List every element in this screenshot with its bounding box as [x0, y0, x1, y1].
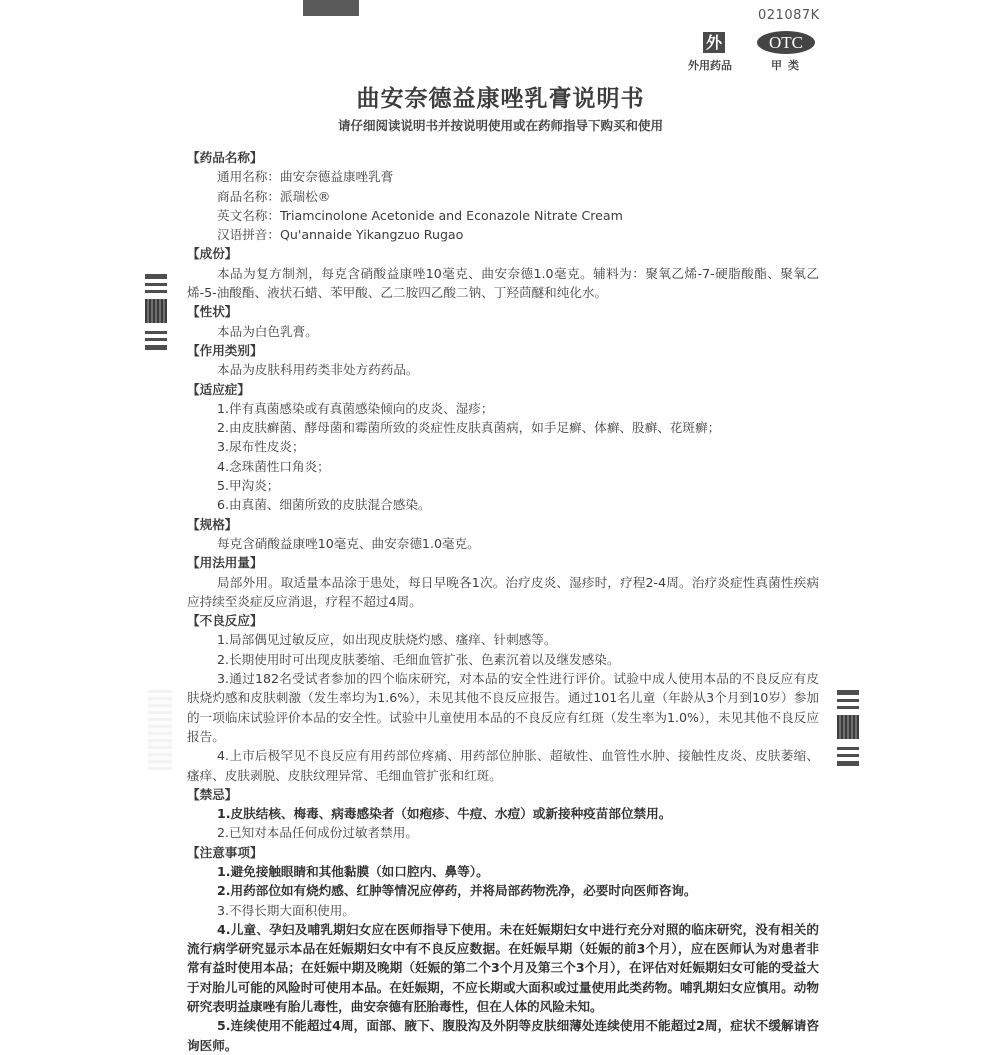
left-barcode-icon [145, 274, 167, 354]
list-item: 4.上市后极罕见不良反应有用药部位疼痛、用药部位肿胀、超敏性、血管性水肿、接触性皮炎、皮肤萎缩、瘙痒、皮肤剥脱、皮肤纹理异常、毛细血管扩张和红斑。 [187, 748, 819, 783]
section-text: 本品为复方制剂，每克含硝酸益康唑10毫克、曲安奈德1.0毫克。辅料为：聚氧乙烯-7-硬脂酸酯、聚氧乙烯-5-油酸酯、液状石蜡、苯甲酸、乙二胺四乙酸二钠、丁羟茴醚和纯化水。 [187, 265, 819, 301]
section-precautions [187, 843, 819, 1055]
scan-tab-block [303, 0, 359, 16]
section-drug-name [187, 148, 819, 244]
section-heading: 【不良反应】 [187, 613, 263, 629]
list-item: 1.伴有真菌感染或有真菌感染倾向的皮炎、湿疹； [217, 400, 494, 416]
document-code: 021087K [758, 8, 820, 23]
external-use-icon: 外 [703, 32, 725, 53]
section-specification [187, 515, 819, 554]
section-heading: 【注意事项】 [187, 844, 263, 860]
section-text: 本品为皮肤科用药类非处方药药品。 [217, 362, 419, 378]
section-contraindications [187, 785, 819, 843]
trade-name: 商品名称：派瑞松® [217, 188, 331, 204]
section-category [187, 341, 819, 380]
list-item: 2.已知对本品任何成份过敏者禁用。 [217, 825, 418, 841]
list-item: 2.长期使用时可出现皮肤萎缩、毛细血管扩张、色素沉着以及继发感染。 [217, 651, 620, 667]
section-heading: 【成份】 [187, 246, 238, 262]
list-item: 6.由真菌、细菌所致的皮肤混合感染。 [217, 497, 431, 513]
section-description [187, 302, 819, 341]
section-dosage [187, 553, 819, 611]
section-heading: 【药品名称】 [187, 150, 263, 165]
otc-class-label: 甲类 [771, 59, 805, 72]
list-item: 3.通过182名受试者参加的四个临床研究，对本品的安全性进行评价。试验中成人使用本品的不良反应有皮肤烧灼感和皮肤刺激（发生率均为1.6%），未见其他不良反应报告。通过101名儿童（年龄从3个月到10岁）参加的一项临床试验评价本品的安全性。试验中儿童使用本品的不良反应有红斑（发生率为1.0%），未见其他不良反应报告。 [187, 671, 819, 744]
list-item: 1.皮肤结核、梅毒、病毒感染者（如疱疹、牛痘、水痘）或新接种疫苗部位禁用。 [217, 806, 672, 822]
list-item: 5.甲沟炎； [217, 478, 280, 494]
list-item: 4.念珠菌性口角炎； [217, 458, 330, 474]
section-text: 每克含硝酸益康唑10毫克、曲安奈德1.0毫克。 [217, 535, 480, 551]
document-subtitle: 请仔细阅读说明书并按说明使用或在药师指导下购买和使用 [337, 118, 663, 133]
list-item: 1.局部偶见过敏反应，如出现皮肤烧灼感、瘙痒、针刺感等。 [217, 632, 557, 648]
list-item: 4.儿童、孕妇及哺乳期妇女应在医师指导下使用。未在妊娠期妇女中进行充分对照的临床研究，没有相关的流行病学研究显示本品在妊娠期妇女中有不良反应数据。在妊娠早期（妊娠的前3个月），应在医师认为对患者非常有益时使用本品；在妊娠中期及晚期（妊娠的第二个3个月及第三个3个月），在评估对妊娠期妇女可能的受益大于对胎儿可能的风险时可使用本品。在妊娠期，不应长期或大面积或过量使用此类药物。哺乳期妇女应慎用。动物研究表明益康唑有胎儿毒性，曲安奈德有胚胎毒性，但在人体的风险未知。 [187, 921, 819, 1015]
section-indications [187, 380, 819, 515]
list-item: 5.连续使用不能超过4周，面部、腋下、腹股沟及外阴等皮肤细薄处连续使用不能超过2周，症状不缓解请咨询医师。 [187, 1018, 819, 1053]
section-text: 局部外用。取适量本品涂于患处，每日早晚各1次。治疗皮炎、湿疹时，疗程2-4周。治疗炎症性真菌性疾病应持续至炎症反应消退，疗程不超过4周。 [187, 574, 819, 609]
otc-icon: OTC [757, 31, 815, 54]
section-heading: 【用法用量】 [187, 555, 263, 571]
section-heading: 【适应症】 [187, 381, 250, 397]
section-composition [187, 244, 819, 302]
leaflet-body [187, 148, 819, 1055]
bleed-through-barcode-icon [148, 690, 172, 770]
list-item: 2.用药部位如有烧灼感、红肿等情况应停药，并将局部药物洗净，必要时向医师咨询。 [217, 883, 697, 899]
external-use-label: 外用药品 [688, 59, 732, 72]
section-text: 本品为白色乳膏。 [217, 323, 318, 339]
list-item: 2.由皮肤癣菌、酵母菌和霉菌所致的炎症性皮肤真菌病，如手足癣、体癣、股癣、花斑癣； [217, 420, 721, 436]
generic-name: 通用名称：曲安奈德益康唑乳膏 [217, 169, 394, 185]
right-barcode-icon [837, 690, 859, 770]
section-heading: 【性状】 [187, 304, 238, 320]
list-item: 3.不得长期大面积使用。 [217, 902, 355, 918]
section-heading: 【禁忌】 [187, 786, 238, 802]
section-adverse-reactions [187, 611, 819, 785]
section-heading: 【规格】 [187, 516, 238, 532]
list-item: 1.避免接触眼睛和其他黏膜（如口腔内、鼻等）。 [217, 863, 489, 879]
section-heading: 【作用类别】 [187, 342, 263, 358]
english-name: 英文名称：Triamcinolone Acetonide and Econazole Nitrate Cream [217, 207, 623, 223]
document-title: 曲安奈德益康唑乳膏说明书 [356, 86, 645, 112]
pinyin-name: 汉语拼音：Qu'annaide Yikangzuo Rugao [217, 227, 464, 243]
list-item: 3.尿布性皮炎； [217, 439, 305, 455]
